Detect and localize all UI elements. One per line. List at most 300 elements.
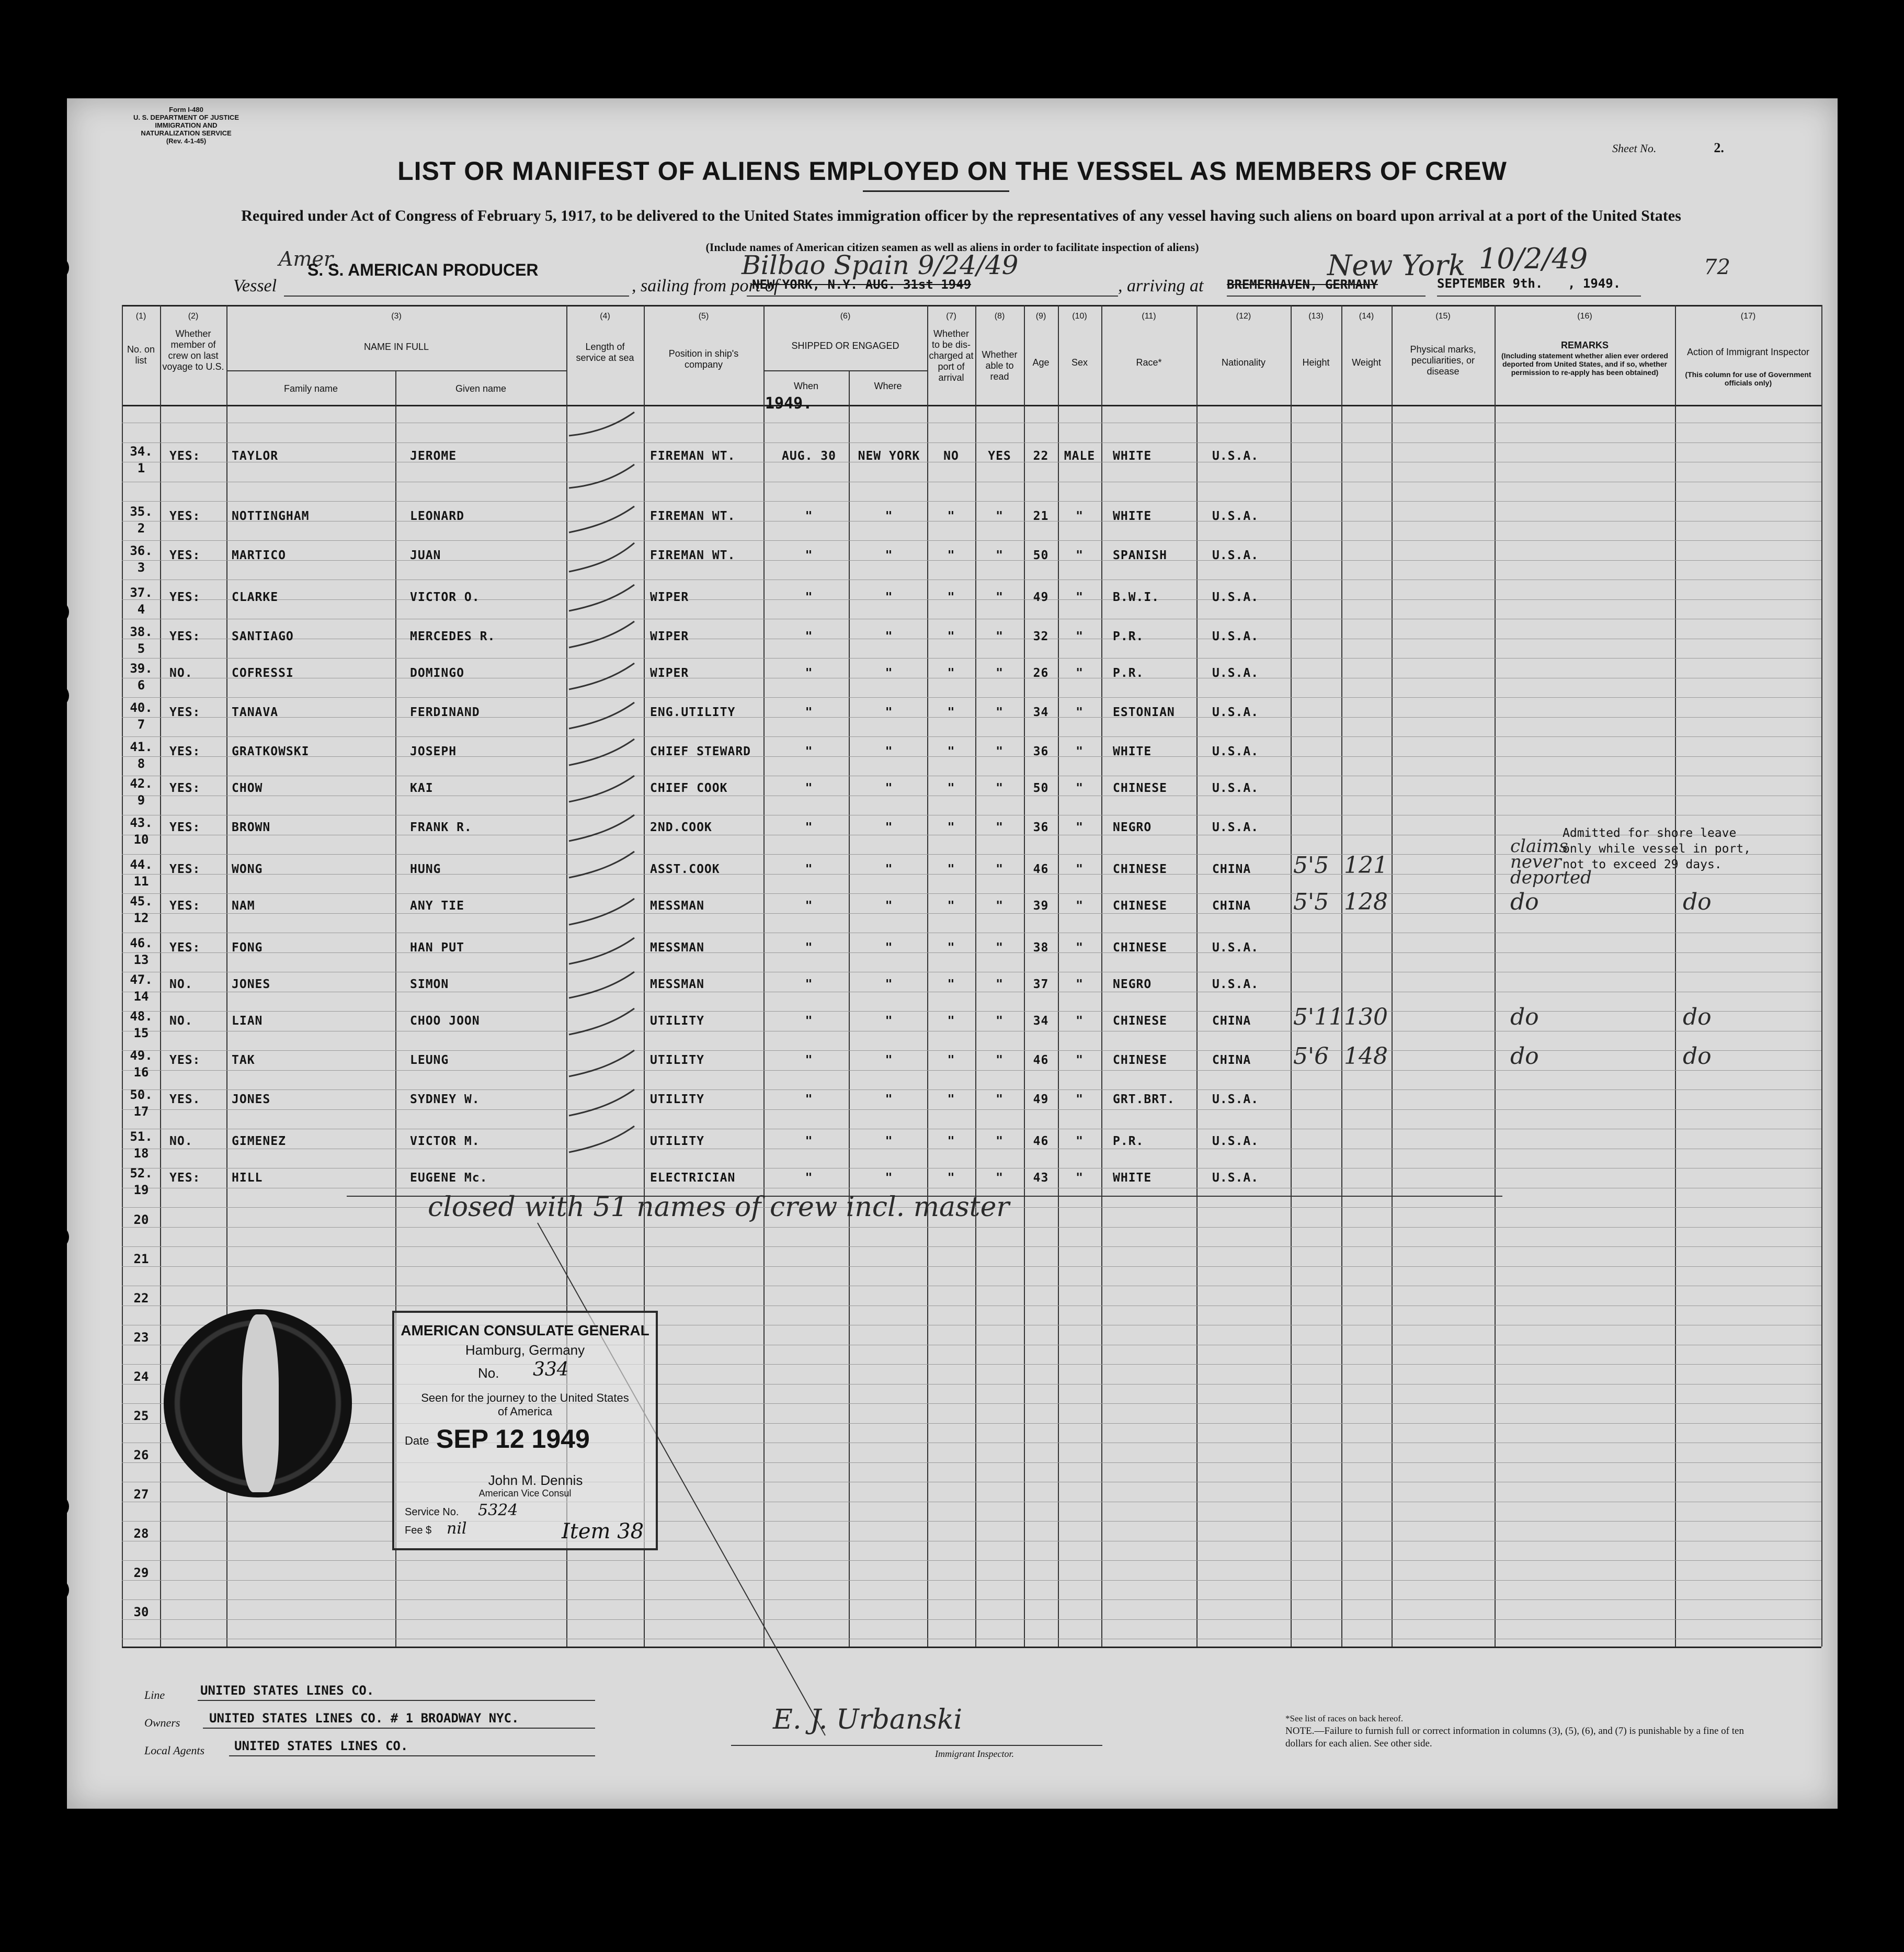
action-note: (This column for use of Government officials only) bbox=[1685, 370, 1811, 387]
cell-given: LEONARD bbox=[410, 509, 464, 523]
col-header-age: Age bbox=[1032, 357, 1050, 368]
cell-sex: " bbox=[1076, 781, 1084, 795]
list-number: 48. bbox=[130, 1009, 153, 1024]
cell-position: UTILITY bbox=[650, 1014, 704, 1028]
line-number: 7 bbox=[137, 717, 145, 732]
document-subtitle: Required under Act of Congress of February 5, 1917, to be delivered to the United States immigration officer by the representatives of any vessel having such aliens on board upon arrival at a port of the United States bbox=[241, 207, 1681, 224]
cell-age: 21 bbox=[1033, 509, 1049, 523]
cell-race: CHINESE bbox=[1113, 1014, 1167, 1028]
col-header-remarks: REMARKS bbox=[1560, 340, 1609, 350]
cell-given: FERDINAND bbox=[410, 706, 480, 719]
closing-note: closed with 51 names of crew incl. master bbox=[428, 1191, 1010, 1223]
arriving-port-struck: BREMERHAVEN, GERMANY bbox=[1227, 277, 1378, 292]
cell-when: " bbox=[805, 899, 813, 913]
check-mark bbox=[569, 585, 634, 611]
cell-sex: " bbox=[1076, 591, 1084, 604]
col-num: (2) bbox=[188, 312, 199, 321]
cell-family: NOTTINGHAM bbox=[232, 509, 310, 523]
cell-race: ESTONIAN bbox=[1113, 706, 1175, 719]
col-header-service: Length of service at sea bbox=[576, 342, 634, 363]
cell-race: WHITE bbox=[1113, 745, 1152, 758]
col-header-discharge: Whether to be dis-charged at port of arrival bbox=[929, 328, 974, 383]
cell-read: " bbox=[996, 666, 1004, 680]
cell-age: 46 bbox=[1033, 1134, 1049, 1148]
cell-crew: YES: bbox=[169, 1053, 201, 1067]
cell-given: VICTOR M. bbox=[410, 1134, 480, 1148]
cell-age: 32 bbox=[1033, 630, 1049, 643]
cell-when: " bbox=[805, 1134, 813, 1148]
cell-race: WHITE bbox=[1113, 1171, 1152, 1185]
cell-nationality: CHINA bbox=[1212, 1053, 1251, 1067]
cell-family: BROWN bbox=[232, 821, 271, 834]
stamp-item: Item 38 bbox=[562, 1519, 644, 1544]
stamp-fee-value: nil bbox=[447, 1519, 467, 1538]
cell-crew: YES: bbox=[169, 899, 201, 913]
stamp-no-value: 334 bbox=[533, 1359, 569, 1380]
cell-crew: YES: bbox=[169, 706, 201, 719]
line-number: 2 bbox=[137, 521, 145, 536]
col-header-read: Whether able to read bbox=[982, 349, 1018, 382]
cell-when: " bbox=[805, 862, 813, 876]
cell-age: 36 bbox=[1033, 821, 1049, 834]
col-num: (5) bbox=[698, 312, 709, 321]
cell-weight: 128 bbox=[1344, 889, 1388, 915]
typed-remark: Admitted for shore leave only while vessel in port, not to exceed 29 days. bbox=[1563, 826, 1751, 871]
cell-height: 5'5 bbox=[1293, 889, 1329, 915]
line-number: 18 bbox=[133, 1146, 149, 1161]
check-mark bbox=[569, 1090, 634, 1116]
cell-action: do bbox=[1683, 1043, 1712, 1070]
line-number: 9 bbox=[137, 793, 145, 808]
cell-where: " bbox=[885, 549, 893, 562]
cell-discharge: " bbox=[947, 1171, 955, 1185]
col-num: (3) bbox=[391, 312, 402, 321]
cell-discharge: " bbox=[947, 1053, 955, 1067]
cell-where: " bbox=[885, 862, 893, 876]
cell-age: 50 bbox=[1033, 549, 1049, 562]
remarks-note: (Including statement whether alien ever ordered deported from United States, and if so, whether permission to re-apply has been obtained) bbox=[1501, 351, 1668, 377]
cell-where: " bbox=[885, 666, 893, 680]
line-number: 24 bbox=[133, 1369, 149, 1384]
cell-age: 50 bbox=[1033, 781, 1049, 795]
cell-position: CHIEF COOK bbox=[650, 781, 728, 795]
col-header-shipped: SHIPPED OR ENGAGED bbox=[791, 341, 899, 351]
cell-nationality: U.S.A. bbox=[1212, 1134, 1259, 1148]
cell-nationality: U.S.A. bbox=[1212, 978, 1259, 991]
cell-sex: " bbox=[1076, 862, 1084, 876]
cell-sex: " bbox=[1076, 1053, 1084, 1067]
cell-family: JONES bbox=[232, 1093, 271, 1106]
cell-discharge: " bbox=[947, 591, 955, 604]
cell-when: " bbox=[805, 941, 813, 955]
cell-read: YES bbox=[988, 449, 1011, 463]
inspector-label: Immigrant Inspector. bbox=[935, 1749, 1014, 1759]
cell-family: TANAVA bbox=[232, 706, 279, 719]
cell-given: MERCEDES R. bbox=[410, 630, 496, 643]
cell-family: FONG bbox=[232, 941, 263, 955]
cell-where: " bbox=[885, 941, 893, 955]
cell-read: " bbox=[996, 549, 1004, 562]
cell-family: TAK bbox=[232, 1053, 255, 1067]
cell-family: HILL bbox=[232, 1171, 263, 1185]
footer-rule bbox=[203, 1728, 595, 1729]
cell-age: 46 bbox=[1033, 1053, 1049, 1067]
cell-when: " bbox=[805, 666, 813, 680]
cell-crew: NO. bbox=[169, 978, 193, 991]
cell-when: " bbox=[805, 1171, 813, 1185]
line-number: 1 bbox=[137, 461, 145, 475]
cell-age: 49 bbox=[1033, 1093, 1049, 1106]
cell-where: " bbox=[885, 630, 893, 643]
line-number: 22 bbox=[133, 1291, 149, 1306]
list-number: 40. bbox=[130, 700, 153, 715]
cell-discharge: " bbox=[947, 630, 955, 643]
cell-height: 5'5 bbox=[1293, 852, 1329, 879]
cell-crew: YES. bbox=[169, 1093, 201, 1106]
inspector-signature: E. J. Urbanski bbox=[773, 1704, 963, 1735]
arrival-date-handwritten: 10/2/49 bbox=[1479, 242, 1588, 275]
cell-where: " bbox=[885, 591, 893, 604]
cell-race: B.W.I. bbox=[1113, 591, 1160, 604]
vessel-value: S. S. AMERICAN PRODUCER bbox=[307, 260, 539, 279]
arriving-port-handwritten: New York bbox=[1327, 249, 1466, 282]
footer-owners-label: Owners bbox=[144, 1716, 180, 1729]
col-num: (6) bbox=[840, 312, 851, 321]
cell-crew: YES: bbox=[169, 630, 201, 643]
cell-nationality: U.S.A. bbox=[1212, 1171, 1259, 1185]
arriving-label: , arriving at bbox=[1118, 276, 1204, 296]
cell-when: " bbox=[805, 706, 813, 719]
col-header-weight: Weight bbox=[1352, 357, 1381, 368]
col-header-race: Race* bbox=[1136, 357, 1162, 368]
cell-discharge: " bbox=[947, 509, 955, 523]
line-number: 13 bbox=[133, 952, 149, 967]
col-num: (16) bbox=[1577, 312, 1592, 321]
cell-sex: " bbox=[1076, 1134, 1084, 1148]
cell-where: " bbox=[885, 1053, 893, 1067]
cell-read: " bbox=[996, 941, 1004, 955]
check-mark bbox=[569, 739, 634, 765]
cell-read: " bbox=[996, 821, 1004, 834]
cell-when: " bbox=[805, 745, 813, 758]
sheet-number-value: 2. bbox=[1714, 140, 1724, 155]
col-num: (10) bbox=[1072, 312, 1087, 321]
footer-note: NOTE.—Failure to furnish full or correct information in columns (3), (5), (6), and (7) is punishable by a fine of ten dollars for each alien. See other side. bbox=[1285, 1726, 1744, 1749]
line-number: 29 bbox=[133, 1565, 149, 1580]
list-number: 43. bbox=[130, 815, 153, 830]
cell-where: " bbox=[885, 1134, 893, 1148]
footer-line-value: UNITED STATES LINES CO. bbox=[200, 1683, 374, 1698]
col-num: (11) bbox=[1142, 312, 1156, 321]
cell-position: MESSMAN bbox=[650, 941, 704, 955]
cell-discharge: " bbox=[947, 978, 955, 991]
cell-given: SYDNEY W. bbox=[410, 1093, 480, 1106]
col-header-position: Position in ship's company bbox=[668, 348, 739, 370]
cell-height: 5'11 bbox=[1293, 1004, 1344, 1030]
cell-height: 5'6 bbox=[1293, 1043, 1329, 1070]
cell-sex: " bbox=[1076, 1093, 1084, 1106]
cell-nationality: U.S.A. bbox=[1212, 509, 1259, 523]
cell-sex: " bbox=[1076, 899, 1084, 913]
cell-given: FRANK R. bbox=[410, 821, 472, 834]
form-service: IMMIGRATION AND NATURALIZATION SERVICE bbox=[141, 121, 232, 137]
cell-position: CHIEF STEWARD bbox=[650, 745, 751, 758]
cell-crew: YES: bbox=[169, 745, 201, 758]
cell-age: 39 bbox=[1033, 899, 1049, 913]
check-mark bbox=[569, 1008, 634, 1035]
line-number: 4 bbox=[137, 602, 145, 617]
list-number: 52. bbox=[130, 1166, 153, 1181]
footer-line-label: Line bbox=[144, 1688, 165, 1701]
check-mark bbox=[569, 815, 634, 841]
vessel-label: Vessel bbox=[233, 276, 277, 296]
cell-crew: YES: bbox=[169, 591, 201, 604]
cell-read: " bbox=[996, 899, 1004, 913]
cell-race: CHINESE bbox=[1113, 899, 1167, 913]
cell-when: " bbox=[805, 781, 813, 795]
cell-family: NAM bbox=[232, 899, 255, 913]
stamp-date-value: SEP 12 1949 bbox=[436, 1424, 590, 1454]
cell-when: " bbox=[805, 821, 813, 834]
cell-discharge: " bbox=[947, 821, 955, 834]
include-note: (Include names of American citizen seamen as well as aliens in order to facilitate inspection of aliens) bbox=[705, 241, 1199, 254]
cell-discharge: " bbox=[947, 745, 955, 758]
cell-race: P.R. bbox=[1113, 1134, 1144, 1148]
form-revision: (Rev. 4-1-45) bbox=[166, 137, 207, 145]
cell-position: WIPER bbox=[650, 630, 689, 643]
cell-family: WONG bbox=[232, 862, 263, 876]
cell-given: CHOO JOON bbox=[410, 1014, 480, 1028]
check-mark bbox=[569, 702, 634, 729]
cell-family: COFRESSI bbox=[232, 666, 294, 680]
list-number: 44. bbox=[130, 857, 153, 872]
cell-race: P.R. bbox=[1113, 666, 1144, 680]
check-mark bbox=[569, 1050, 634, 1076]
cell-nationality: CHINA bbox=[1212, 862, 1251, 876]
cell-sex: " bbox=[1076, 941, 1084, 955]
cell-nationality: CHINA bbox=[1212, 899, 1251, 913]
check-mark bbox=[569, 776, 634, 802]
cell-crew: YES: bbox=[169, 941, 201, 955]
cell-where: " bbox=[885, 706, 893, 719]
cell-where: " bbox=[885, 1014, 893, 1028]
stamp-fee-label: Fee $ bbox=[405, 1525, 432, 1536]
cell-read: " bbox=[996, 1134, 1004, 1148]
cell-race: CHINESE bbox=[1113, 941, 1167, 955]
cell-given: JEROME bbox=[410, 449, 457, 463]
cell-when: " bbox=[805, 1053, 813, 1067]
cell-position: WIPER bbox=[650, 666, 689, 680]
cell-nationality: U.S.A. bbox=[1212, 821, 1259, 834]
col-num: (15) bbox=[1435, 312, 1451, 321]
cell-position: FIREMAN WT. bbox=[650, 549, 736, 562]
cell-race: NEGRO bbox=[1113, 821, 1152, 834]
list-number: 41. bbox=[130, 740, 153, 754]
col-num: (7) bbox=[946, 312, 956, 321]
line-number: 30 bbox=[133, 1605, 149, 1619]
subheader-family-name: Family name bbox=[283, 383, 338, 394]
cell-race: WHITE bbox=[1113, 449, 1152, 463]
cell-remarks: do bbox=[1510, 1043, 1539, 1070]
cell-crew: NO. bbox=[169, 1134, 193, 1148]
cell-sex: " bbox=[1076, 745, 1084, 758]
cell-race: CHINESE bbox=[1113, 862, 1167, 876]
cell-nationality: U.S.A. bbox=[1212, 745, 1259, 758]
cell-remarks: do bbox=[1510, 1004, 1539, 1030]
list-number: 35. bbox=[130, 504, 153, 519]
cell-crew: YES: bbox=[169, 821, 201, 834]
check-mark bbox=[569, 464, 634, 488]
margin-number: 72 bbox=[1704, 255, 1730, 279]
cell-crew: YES: bbox=[169, 862, 201, 876]
cell-read: " bbox=[996, 1014, 1004, 1028]
line-number: 12 bbox=[133, 911, 149, 925]
cell-family: GRATKOWSKI bbox=[232, 745, 310, 758]
cell-where: " bbox=[885, 978, 893, 991]
cell-where: " bbox=[885, 1093, 893, 1106]
cell-nationality: U.S.A. bbox=[1212, 630, 1259, 643]
arrival-year: , 1949. bbox=[1568, 276, 1621, 291]
cell-read: " bbox=[996, 591, 1004, 604]
line-number: 27 bbox=[133, 1487, 149, 1502]
cell-discharge: " bbox=[947, 1093, 955, 1106]
cell-read: " bbox=[996, 1053, 1004, 1067]
check-mark bbox=[569, 938, 634, 964]
cell-when: " bbox=[805, 978, 813, 991]
cell-family: SANTIAGO bbox=[232, 630, 294, 643]
cell-sex: MALE bbox=[1064, 449, 1096, 463]
cell-discharge: NO bbox=[943, 449, 959, 463]
list-number: 47. bbox=[130, 972, 153, 987]
stamp-date-label: Date bbox=[405, 1434, 429, 1447]
cell-crew: NO. bbox=[169, 1014, 193, 1028]
line-number: 6 bbox=[137, 678, 145, 693]
stamp-city: Hamburg, Germany bbox=[465, 1342, 585, 1358]
cell-read: " bbox=[996, 862, 1004, 876]
cell-crew: YES: bbox=[169, 449, 201, 463]
cell-read: " bbox=[996, 1093, 1004, 1106]
inspector-rule bbox=[731, 1745, 1102, 1746]
cell-race: WHITE bbox=[1113, 509, 1152, 523]
col-num: (13) bbox=[1308, 312, 1324, 321]
cell-age: 43 bbox=[1033, 1171, 1049, 1185]
col-num: (12) bbox=[1236, 312, 1251, 321]
cell-read: " bbox=[996, 509, 1004, 523]
list-number: 42. bbox=[130, 776, 153, 791]
cell-nationality: U.S.A. bbox=[1212, 781, 1259, 795]
line-number: 10 bbox=[133, 832, 149, 847]
list-number: 37. bbox=[130, 585, 153, 600]
document-title: LIST OR MANIFEST OF ALIENS EMPLOYED ON THE VESSEL AS MEMBERS OF CREW bbox=[397, 156, 1507, 186]
sailing-port-handwritten: Bilbao Spain 9/24/49 bbox=[742, 250, 1019, 280]
cell-when: " bbox=[805, 1014, 813, 1028]
line-number: 5 bbox=[137, 641, 145, 656]
check-mark bbox=[569, 663, 634, 689]
check-mark bbox=[569, 621, 634, 648]
col-header-sex: Sex bbox=[1071, 357, 1088, 368]
cell-given: JUAN bbox=[410, 549, 441, 562]
cell-read: " bbox=[996, 630, 1004, 643]
cell-family: TAYLOR bbox=[232, 449, 279, 463]
cell-where: " bbox=[885, 821, 893, 834]
cell-weight: 148 bbox=[1344, 1043, 1388, 1070]
cell-read: " bbox=[996, 1171, 1004, 1185]
stamp-service-value: 5324 bbox=[478, 1501, 518, 1519]
line-number: 16 bbox=[133, 1065, 149, 1080]
cell-crew: NO. bbox=[169, 666, 193, 680]
list-number: 51. bbox=[130, 1129, 153, 1144]
cell-nationality: U.S.A. bbox=[1212, 449, 1259, 463]
subheader-where: Where bbox=[874, 381, 902, 391]
cell-position: UTILITY bbox=[650, 1093, 704, 1106]
sailing-port-struck: NEW YORK, N.Y. AUG. 31st 1949 bbox=[752, 277, 972, 292]
list-number: 45. bbox=[130, 894, 153, 909]
list-number: 39. bbox=[130, 661, 153, 676]
cell-when: " bbox=[805, 1093, 813, 1106]
cell-race: GRT.BRT. bbox=[1113, 1093, 1175, 1106]
cell-read: " bbox=[996, 706, 1004, 719]
cell-position: ENG.UTILITY bbox=[650, 706, 736, 719]
cell-position: UTILITY bbox=[650, 1053, 704, 1067]
cell-nationality: U.S.A. bbox=[1212, 549, 1259, 562]
cell-given: JOSEPH bbox=[410, 745, 457, 758]
cell-when: " bbox=[805, 549, 813, 562]
cell-given: HUNG bbox=[410, 862, 441, 876]
cell-discharge: " bbox=[947, 941, 955, 955]
cell-age: 46 bbox=[1033, 862, 1049, 876]
cell-position: 2ND.COOK bbox=[650, 821, 712, 834]
cell-nationality: U.S.A. bbox=[1212, 706, 1259, 719]
cell-nationality: CHINA bbox=[1212, 1014, 1251, 1028]
cell-remarks: do bbox=[1510, 889, 1539, 915]
cell-discharge: " bbox=[947, 1134, 955, 1148]
cell-family: CLARKE bbox=[232, 591, 279, 604]
manifest-sheet bbox=[67, 98, 1838, 1809]
embossed-seal bbox=[164, 1309, 352, 1497]
cell-when: " bbox=[805, 630, 813, 643]
cell-when: " bbox=[805, 509, 813, 523]
line-number: 26 bbox=[133, 1448, 149, 1462]
cell-given: VICTOR O. bbox=[410, 591, 480, 604]
cell-discharge: " bbox=[947, 1014, 955, 1028]
line-number: 19 bbox=[133, 1183, 149, 1197]
cell-sex: " bbox=[1076, 1171, 1084, 1185]
stamp-signer: John M. Dennis bbox=[488, 1472, 583, 1488]
cell-age: 49 bbox=[1033, 591, 1049, 604]
col-header-no: No. on list bbox=[127, 344, 155, 366]
check-mark bbox=[569, 412, 634, 436]
cell-given: DOMINGO bbox=[410, 666, 464, 680]
cell-nationality: U.S.A. bbox=[1212, 1093, 1259, 1106]
cell-position: FIREMAN WT. bbox=[650, 509, 736, 523]
col-num: (14) bbox=[1359, 312, 1374, 321]
col-header-height: Height bbox=[1302, 357, 1330, 368]
cell-age: 37 bbox=[1033, 978, 1049, 991]
footer-agents-label: Local Agents bbox=[144, 1744, 205, 1757]
cell-where: " bbox=[885, 509, 893, 523]
line-number: 21 bbox=[133, 1252, 149, 1266]
cell-position: MESSMAN bbox=[650, 978, 704, 991]
line-number: 8 bbox=[137, 756, 145, 771]
cell-age: 22 bbox=[1033, 449, 1049, 463]
check-mark bbox=[569, 972, 634, 998]
arrival-date-typed: SEPTEMBER 9th. bbox=[1437, 276, 1543, 291]
cell-discharge: " bbox=[947, 781, 955, 795]
col-header-action: Action of Immigrant Inspector bbox=[1686, 347, 1810, 357]
cell-when: AUG. 30 bbox=[782, 449, 836, 463]
cell-nationality: U.S.A. bbox=[1212, 666, 1259, 680]
line-number: 20 bbox=[133, 1212, 149, 1227]
